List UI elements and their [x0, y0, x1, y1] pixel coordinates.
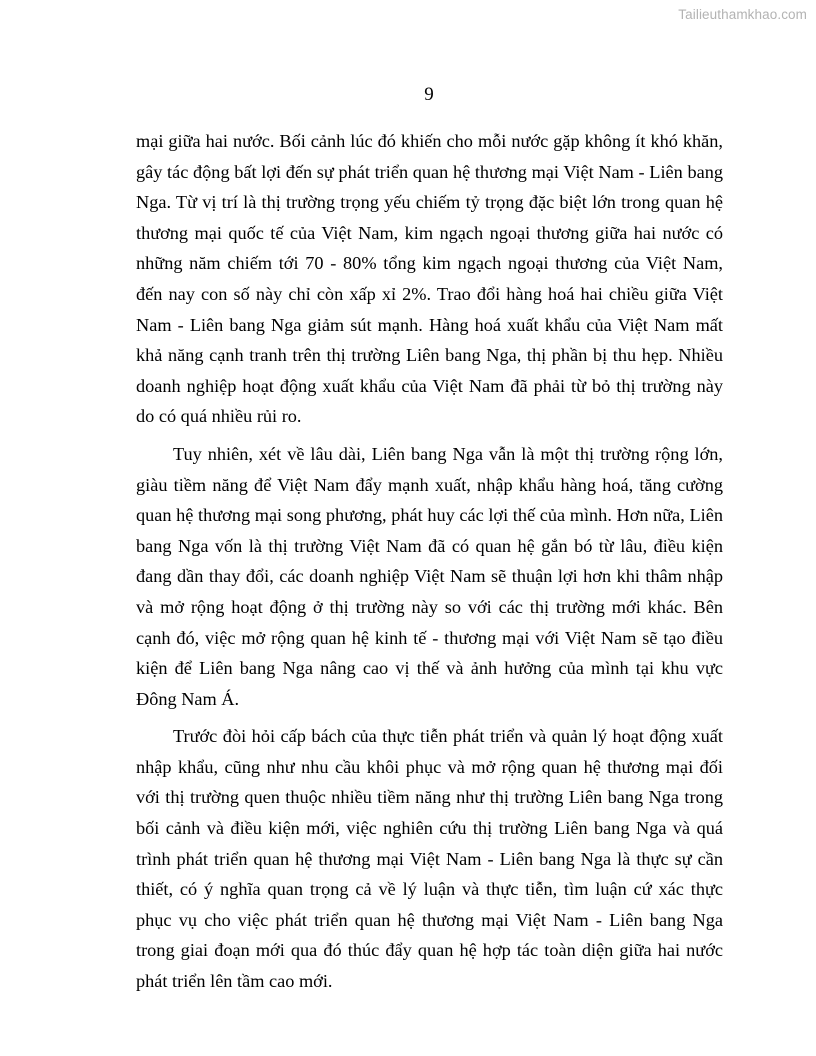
document-body: [136, 126, 723, 1004]
paragraph-continued: mại giữa hai nước. Bối cảnh lúc đó khiến cho mỗi nước gặp không ít khó khăn, gây tác động bất lợi đến sự phát triển quan hệ thương mại Việt Nam - Liên bang Nga. Từ vị trí là thị trường trọng yếu chiếm tỷ trọng đặc biệt lớn trong quan hệ thương mại quốc tế của Việt Nam, kim ngạch ngoại thương giữa hai nước có những năm chiếm tới 70 - 80% tổng kim ngạch ngoại thương của Việt Nam, đến nay con số này chỉ còn xấp xỉ 2%. Trao đổi hàng hoá hai chiều giữa Việt Nam - Liên bang Nga giảm sút mạnh. Hàng hoá xuất khẩu của Việt Nam mất khả năng cạnh tranh trên thị trường Liên bang Nga, thị phần bị thu hẹp. Nhiều doanh nghiệp hoạt động xuất khẩu của Việt Nam đã phải từ bỏ thị trường này do có quá nhiều rủi ro.: [136, 131, 723, 427]
paragraph-research-necessity: Trước đòi hỏi cấp bách của thực tiễn phát triển và quản lý hoạt động xuất nhập khẩu, cũng như nhu cầu khôi phục và mở rộng quan hệ thương mại đối với thị trường quen thuộc nhiều tiềm năng như thị trường Liên bang Nga trong bối cảnh và điều kiện mới, việc nghiên cứu thị trường Liên bang Nga và quá trình phát triển quan hệ thương mại Việt Nam - Liên bang Nga là thực sự cần thiết, có ý nghĩa quan trọng cả về lý luận và thực tiễn, tìm luận cứ xác thực phục vụ cho việc phát triển quan hệ thương mại Việt Nam - Liên bang Nga trong giai đoạn mới qua đó thúc đẩy quan hệ hợp tác toàn diện giữa hai nước phát triển lên tầm cao mới.: [136, 726, 723, 992]
page-number: 9: [424, 84, 434, 105]
watermark: Tailieuthamkhao.com: [678, 7, 807, 22]
paragraph-long-term-potential: Tuy nhiên, xét về lâu dài, Liên bang Nga vẫn là một thị trường rộng lớn, giàu tiềm năng để Việt Nam đẩy mạnh xuất, nhập khẩu hàng hoá, tăng cường quan hệ thương mại song phương, phát huy các lợi thế của mình. Hơn nữa, Liên bang Nga vốn là thị trường Việt Nam đã có quan hệ gắn bó từ lâu, điều kiện đang dần thay đổi, các doanh nghiệp Việt Nam sẽ thuận lợi hơn khi thâm nhập và mở rộng hoạt động ở thị trường này so với các thị trường mới khác. Bên cạnh đó, việc mở rộng quan hệ kinh tế - thương mại với Việt Nam sẽ tạo điều kiện để Liên bang Nga nâng cao vị thế và ảnh hưởng của mình tại khu vực Đông Nam Á.: [136, 443, 723, 709]
